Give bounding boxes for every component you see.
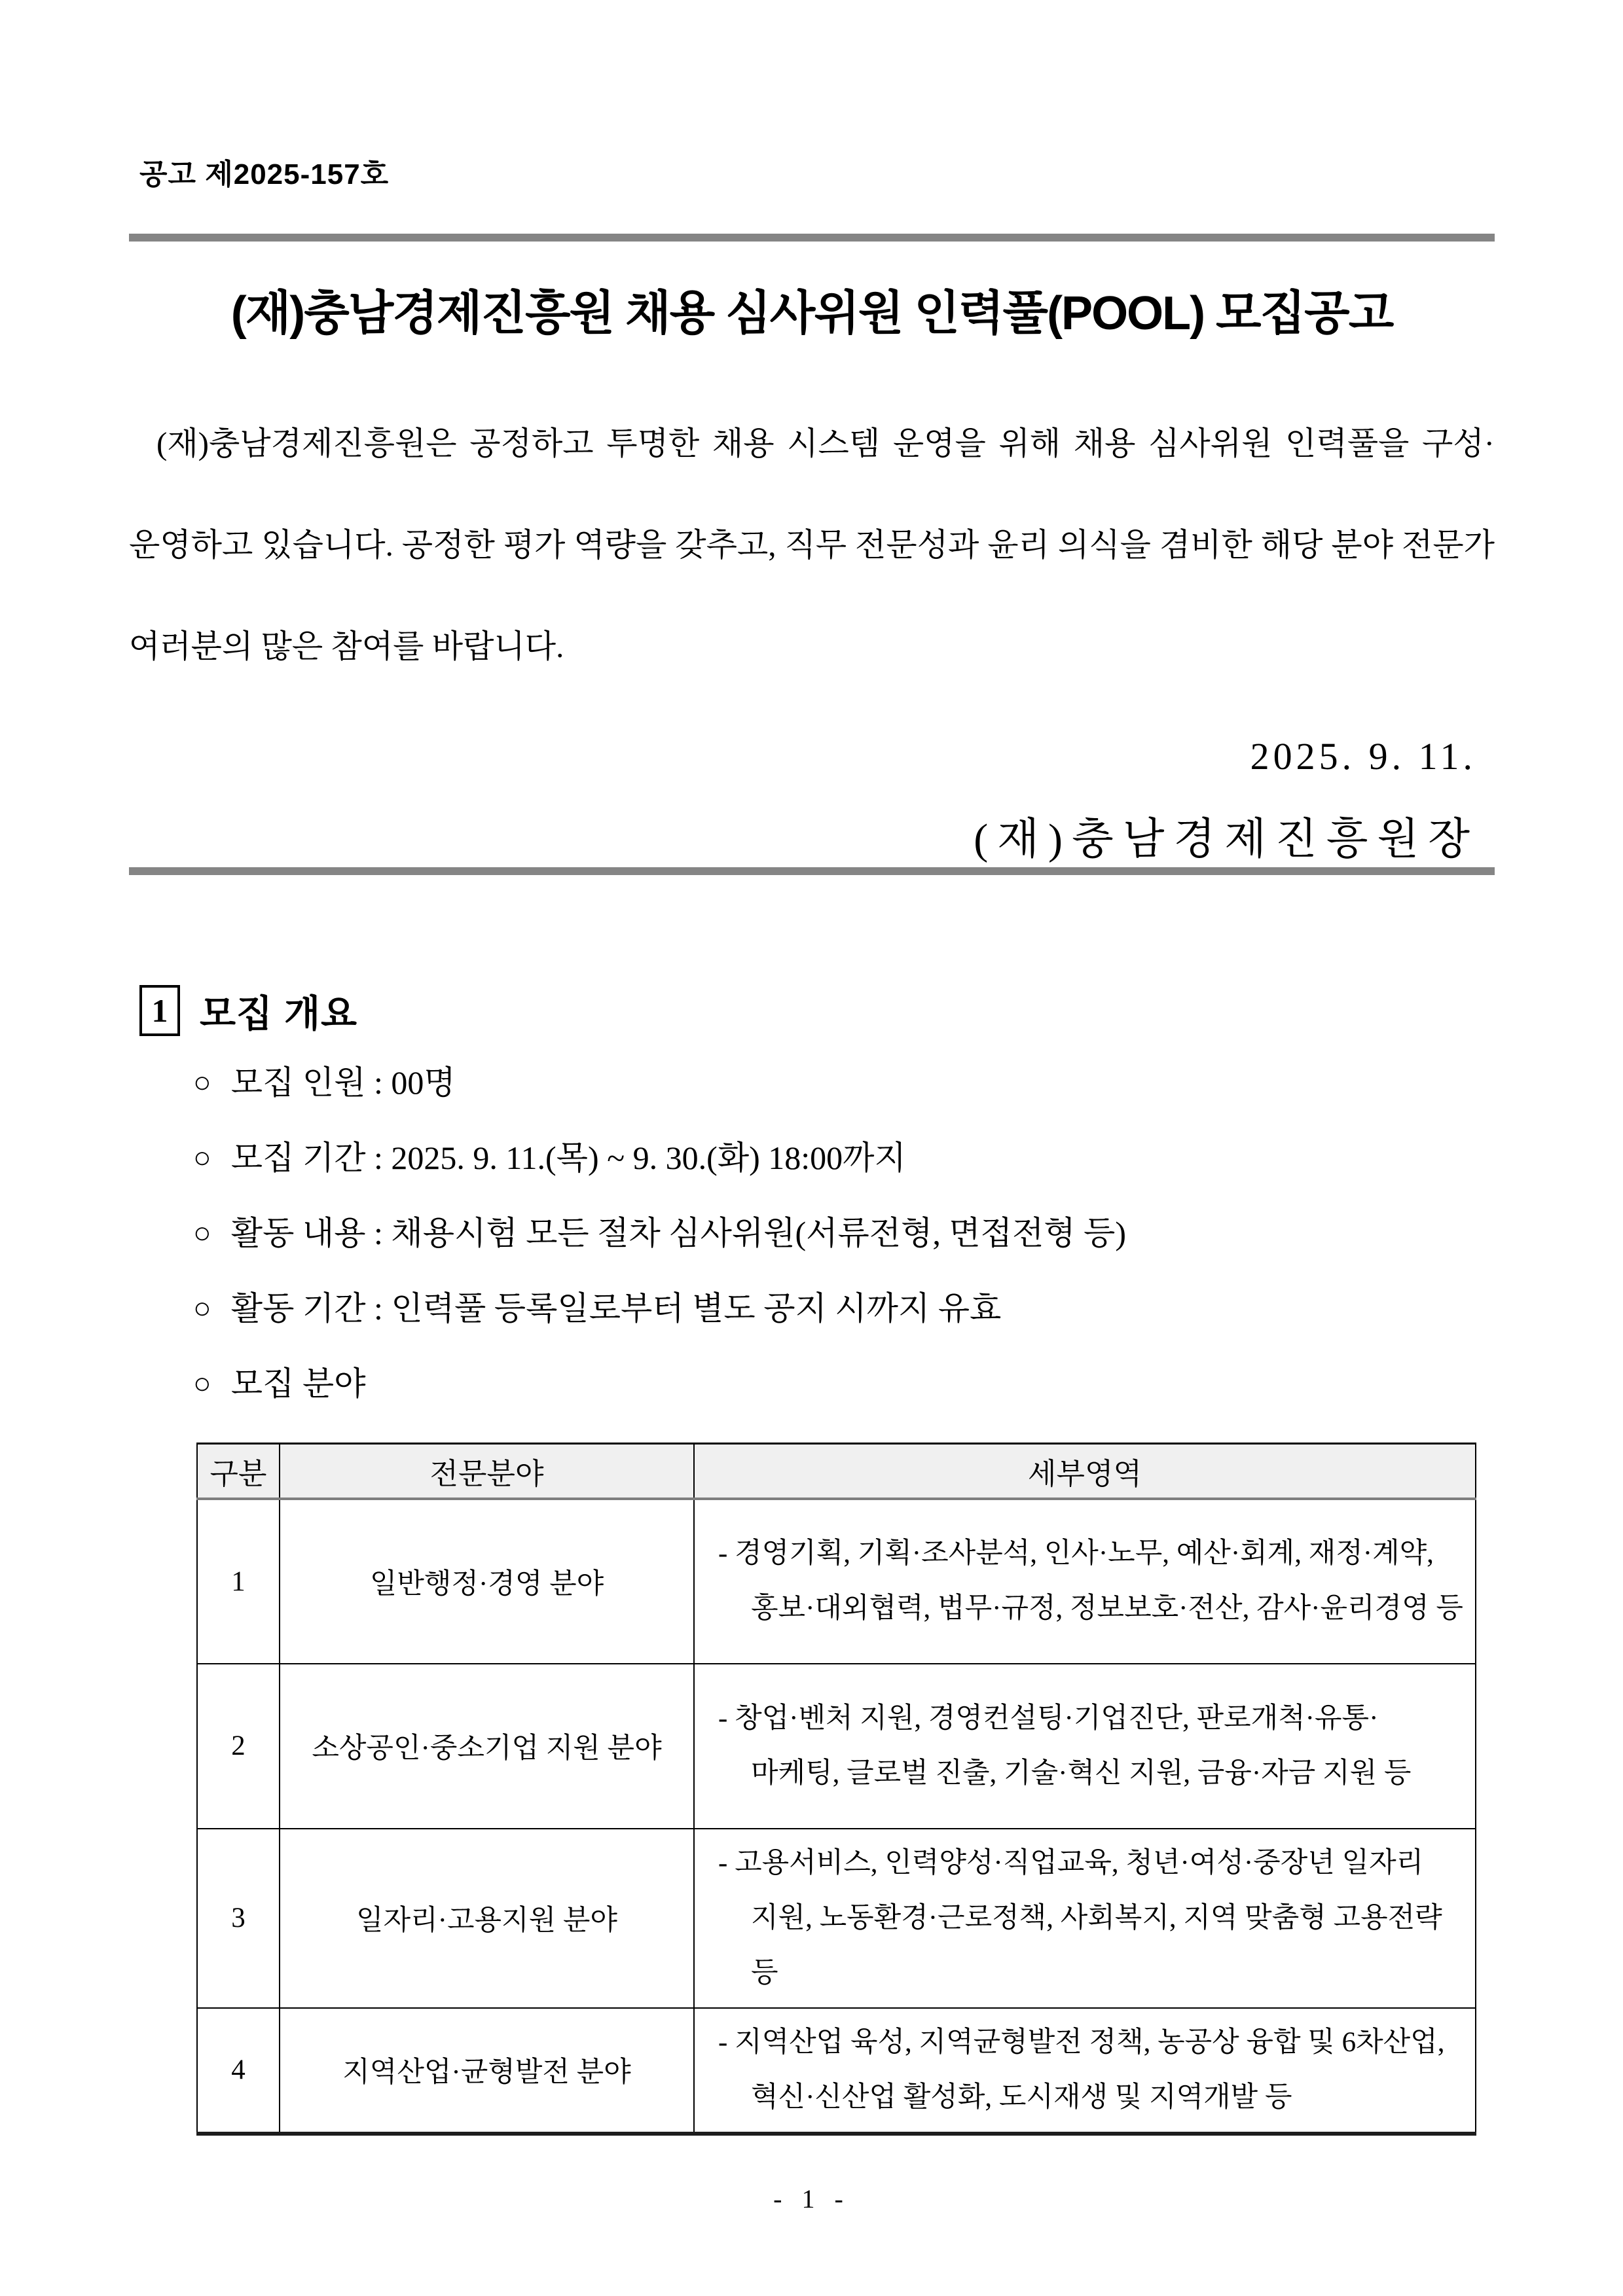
row-no: 2: [197, 1664, 280, 1829]
bullet-text: 모집 기간 : 2025. 9. 11.(목) ~ 9. 30.(화) 18:00까지: [230, 1139, 906, 1176]
row-detail: - 고용서비스, 인력양성·직업교육, 청년·여성·중장년 일자리 지원, 노동환경·근로정책, 사회복지, 지역 맞춤형 고용전략 등: [694, 1829, 1476, 2008]
table-row: [197, 1829, 1476, 2008]
row-field: 일반행정·경영 분야: [280, 1499, 694, 1664]
bullet-text: 모집 인원 : 00명: [230, 1064, 456, 1101]
col-header-detail: 세부영역: [694, 1444, 1476, 1499]
col-header-no: 구분: [197, 1444, 280, 1499]
bullet-text: 모집 분야: [230, 1365, 366, 1402]
announcement-date: 2025. 9. 11.: [1250, 735, 1476, 778]
section-title: 모집 개요: [200, 993, 358, 1035]
section-number-box: 1: [139, 985, 180, 1036]
list-item: [193, 1206, 1496, 1261]
row-no: 1: [197, 1499, 280, 1664]
table-row: [197, 1499, 1476, 1664]
circle-bullet-icon: ○: [193, 1216, 211, 1249]
overview-bullet-list: [193, 1055, 1496, 1431]
bullet-text: 활동 기간 : 인력풀 등록일로부터 별도 공지 시까지 유효: [230, 1290, 1002, 1327]
intro-paragraph: (재)충남경제진흥원은 공정하고 투명한 채용 시스템 운영을 위해 채용 심사위원 인력풀을 구성·운영하고 있습니다. 공정한 평가 역량을 갖추고, 직무 전문성과 윤리 의식을 겸비한 해당 분야 전문가 여러분의 많은 참여를 바랍니다.: [129, 425, 1495, 664]
divider-rule-top: [129, 234, 1495, 242]
row-field: 소상공인·중소기업 지원 분야: [280, 1664, 694, 1829]
table-row: [197, 2008, 1476, 2134]
recruit-fields-table: [196, 1443, 1475, 2136]
row-field: 일자리·고용지원 분야: [280, 1829, 694, 2008]
signer-name: (재)충남경제진흥원장: [974, 816, 1479, 863]
bullet-text: 활동 내용 : 채용시험 모든 절차 심사위원(서류전형, 면접전형 등): [230, 1215, 1126, 1251]
circle-bullet-icon: ○: [193, 1141, 211, 1174]
table-row: [197, 1664, 1476, 1829]
row-no: 3: [197, 1829, 280, 2008]
divider-rule-bottom: [129, 867, 1495, 875]
list-item: [193, 1356, 1496, 1411]
page-number: - 1 -: [773, 2184, 850, 2214]
row-detail: - 창업·벤처 지원, 경영컨설팅·기업진단, 판로개척·유통·마케팅, 글로벌 진출, 기술·혁신 지원, 금융·자금 지원 등: [694, 1664, 1476, 1829]
table-header-row: [197, 1444, 1476, 1499]
doc-number: 공고 제2025-157호: [139, 158, 390, 190]
page-title: (재)충남경제진흥원 채용 심사위원 인력풀(POOL) 모집공고: [230, 287, 1393, 340]
circle-bullet-icon: ○: [193, 1066, 211, 1099]
row-no: 4: [197, 2008, 280, 2134]
list-item: [193, 1281, 1496, 1336]
col-header-field: 전문분야: [280, 1444, 694, 1499]
circle-bullet-icon: ○: [193, 1367, 211, 1400]
row-detail: - 지역산업 육성, 지역균형발전 정책, 농공상 융합 및 6차산업, 혁신·신산업 활성화, 도시재생 및 지역개발 등: [694, 2008, 1476, 2134]
section-heading: [139, 984, 357, 1037]
circle-bullet-icon: ○: [193, 1291, 211, 1325]
row-field: 지역산업·균형발전 분야: [280, 2008, 694, 2134]
list-item: [193, 1055, 1496, 1110]
row-detail: - 경영기획, 기획·조사분석, 인사·노무, 예산·회계, 재정·계약, 홍보·대외협력, 법무·규정, 정보보호·전산, 감사·윤리경영 등: [694, 1499, 1476, 1664]
list-item: [193, 1130, 1496, 1185]
